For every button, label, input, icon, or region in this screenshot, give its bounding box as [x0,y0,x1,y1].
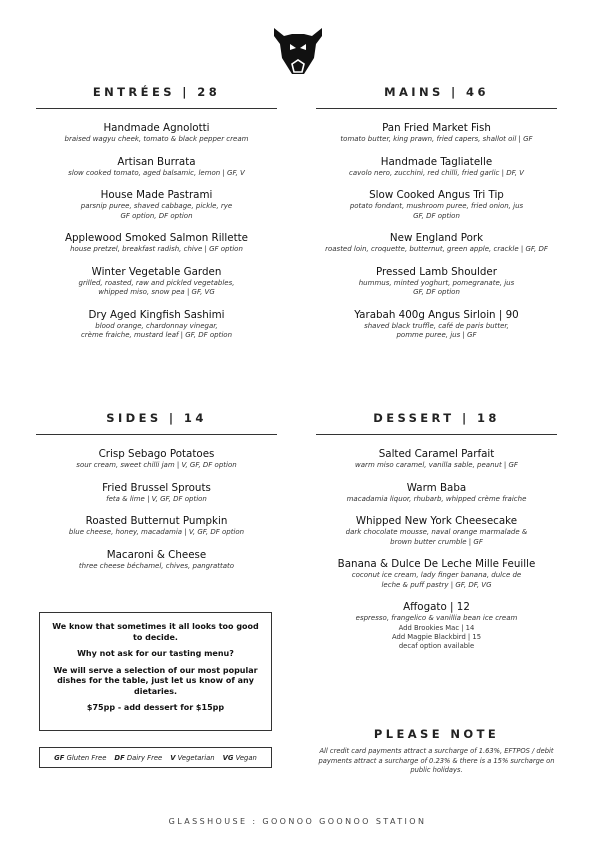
dish-description: house pretzel, breakfast radish, chive | GF option [70,245,243,253]
dish-description: slow cooked tomato, aged balsamic, lemon | GF, V [68,168,245,177]
dish-description: espresso, frangelico & vanillia bean ice cream [355,614,518,622]
dish-description: parsnip puree, shaved cabbage, pickle, rye [80,202,233,210]
dish-item [316,558,557,590]
dish-description-line2: brown butter crumble | GF [390,537,483,546]
dish-item [316,122,557,145]
dish-name: Artisan Burrata [117,155,196,168]
dish-description: macadamia liquor, rhubarb, whipped crème fraiche [346,494,527,503]
dish-name: Warm Baba [406,481,467,494]
dish-description: coconut ice cream, lady finger banana, dulce de [351,571,522,579]
dish-item [36,515,277,538]
dish-description: blood orange, chardonnay vinegar, [95,321,218,330]
dish-description: sour cream, sweet chilli jam | V, GF, DF option [76,461,237,469]
callout-line: We will serve a selection of our most popular dishes for the table, just let us know of any dietaries. [53,665,258,696]
dish-item [316,601,557,651]
legend-item [114,754,162,762]
dish-description-line2: GF, DF option [413,211,460,220]
dish-name: Crisp Sebago Potatoes [98,448,215,460]
dish-extra: Add Brookies Mac | 14 [398,623,475,632]
dish-description: shaved black truffle, café de paris butter, [364,321,509,330]
surcharge-note: All credit card payments attract a surcharge of 1.63%, EFTPOS / debit payments attract a surcharge of 0.23% & there is a 15% surcharge on public holidays. [318,747,555,774]
dish-description: feta & lime | V, GF, DF option [106,494,207,503]
dish-name: Macaroni & Cheese [106,548,207,561]
dish-name: Handmade Agnolotti [103,122,210,134]
dish-item [36,122,277,145]
dish-description: grilled, roasted, raw and pickled vegetables, [78,278,235,287]
dish-description-line2: pomme puree, jus | GF [396,331,477,339]
footer-venue: GLASSHOUSE : GOONOO GOONOO STATION [168,817,427,826]
dish-description: tomato butter, king prawn, fried capers, shallot oil | GF [340,135,533,143]
dish-name: Handmade Tagliatelle [380,155,493,168]
dish-item [316,309,557,341]
dish-name: Yarabah 400g Angus Sirloin | 90 [354,308,519,321]
legend-code: VG [222,753,234,762]
dish-item [36,156,277,179]
section-title-note: PLEASE NOTE [373,727,500,741]
legend-item [54,754,106,762]
legend-code: GF [54,753,65,762]
dish-name: Winter Vegetable Garden [91,265,222,278]
callout-price: $75pp - add dessert for $15pp [86,703,225,712]
dish-item [316,448,557,471]
dish-description-line2: GF option, DF option [120,211,193,220]
dish-item [316,189,557,221]
entrees-section [36,85,277,352]
section-title-mains: MAINS | 46 [384,85,489,99]
dessert-section [316,411,557,662]
dish-description-line2: whipped miso, snow pea | GF, VG [98,288,215,296]
legend-label: Vegetarian [177,753,215,762]
dish-description: cavolo nero, zucchini, red chilli, fried garlic | DF, V [349,168,524,177]
dish-item [36,549,277,572]
dish-item [36,189,277,221]
dish-name: New England Pork [389,232,484,244]
tasting-menu-callout [39,612,272,731]
dish-description: three cheese béchamel, chives, pangrattato [78,561,235,570]
dish-name: House Made Pastrami [100,189,213,201]
dish-item [36,482,277,505]
please-note-section [316,727,557,776]
dish-description-line2: leche & puff pastry | GF, DF, VG [381,580,492,589]
divider [316,434,557,435]
dish-name: Whipped New York Cheesecake [355,515,518,527]
dish-item [316,515,557,547]
dish-name: Salted Caramel Parfait [378,448,495,460]
dish-name: Pan Fried Market Fish [382,122,491,134]
section-title-entrees: ENTRÉES | 28 [92,85,221,99]
divider [36,434,277,435]
divider [316,108,557,109]
dish-item [36,266,277,298]
dish-description-line2: GF, DF option [413,288,460,296]
dish-item [316,156,557,179]
dish-description: potato fondant, mushroom puree, fried onion, jus [349,202,524,210]
callout-line: We know that sometimes it all looks too good to decide. [52,622,259,642]
dish-extra: Add Magpie Blackbird | 15 [391,632,482,641]
dish-name: Slow Cooked Angus Tri Tip [369,189,504,201]
dish-name: Applewood Smoked Salmon Rillette [64,232,249,244]
callout-line: Why not ask for our tasting menu? [77,649,234,658]
dish-name: Roasted Butternut Pumpkin [85,515,228,527]
dish-item [36,232,277,255]
dish-name: Banana & Dulce De Leche Mille Feuille [337,558,536,570]
legend-item [223,754,257,762]
dish-description: roasted loin, croquette, butternut, green apple, crackle | GF, DF [325,245,548,253]
legend-label: Dairy Free [126,753,163,762]
dish-description: hummus, minted yoghurt, pomegranate, jus [358,278,515,287]
legend-label: Vegan [235,753,257,762]
section-title-dessert: DESSERT | 18 [373,411,500,425]
legend-label: Gluten Free [66,753,107,762]
dish-description: blue cheese, honey, macadamia | V, GF, DF option [68,528,245,536]
dish-extra: decaf option available [398,641,475,650]
dish-name: Fried Brussel Sprouts [102,481,211,494]
dish-name: Affogato | 12 [403,601,470,613]
legend-item [170,754,214,762]
dish-item [36,448,277,471]
dish-description: dark chocolate mousse, naval orange marmalade & [345,528,528,536]
dish-item [316,482,557,505]
dish-description: braised wagyu cheek, tomato & black pepper cream [64,135,249,143]
mains-section [316,85,557,352]
legend-code: DF [114,753,125,762]
dish-item [36,309,277,341]
legend-code: V [170,753,176,762]
dish-description-line2: crème fraiche, mustard leaf | GF, DF option [80,331,233,339]
divider [36,108,277,109]
sides-section [36,411,277,582]
dietary-legend [39,747,272,768]
dish-item [316,266,557,298]
dish-description: warm miso caramel, vanilla sable, peanut | GF [355,461,518,469]
dish-item [316,232,557,255]
dish-name: Dry Aged Kingfish Sashimi [88,308,225,321]
section-title-sides: SIDES | 14 [106,411,207,425]
dish-name: Pressed Lamb Shoulder [376,265,497,278]
bull-head-icon [272,22,324,77]
